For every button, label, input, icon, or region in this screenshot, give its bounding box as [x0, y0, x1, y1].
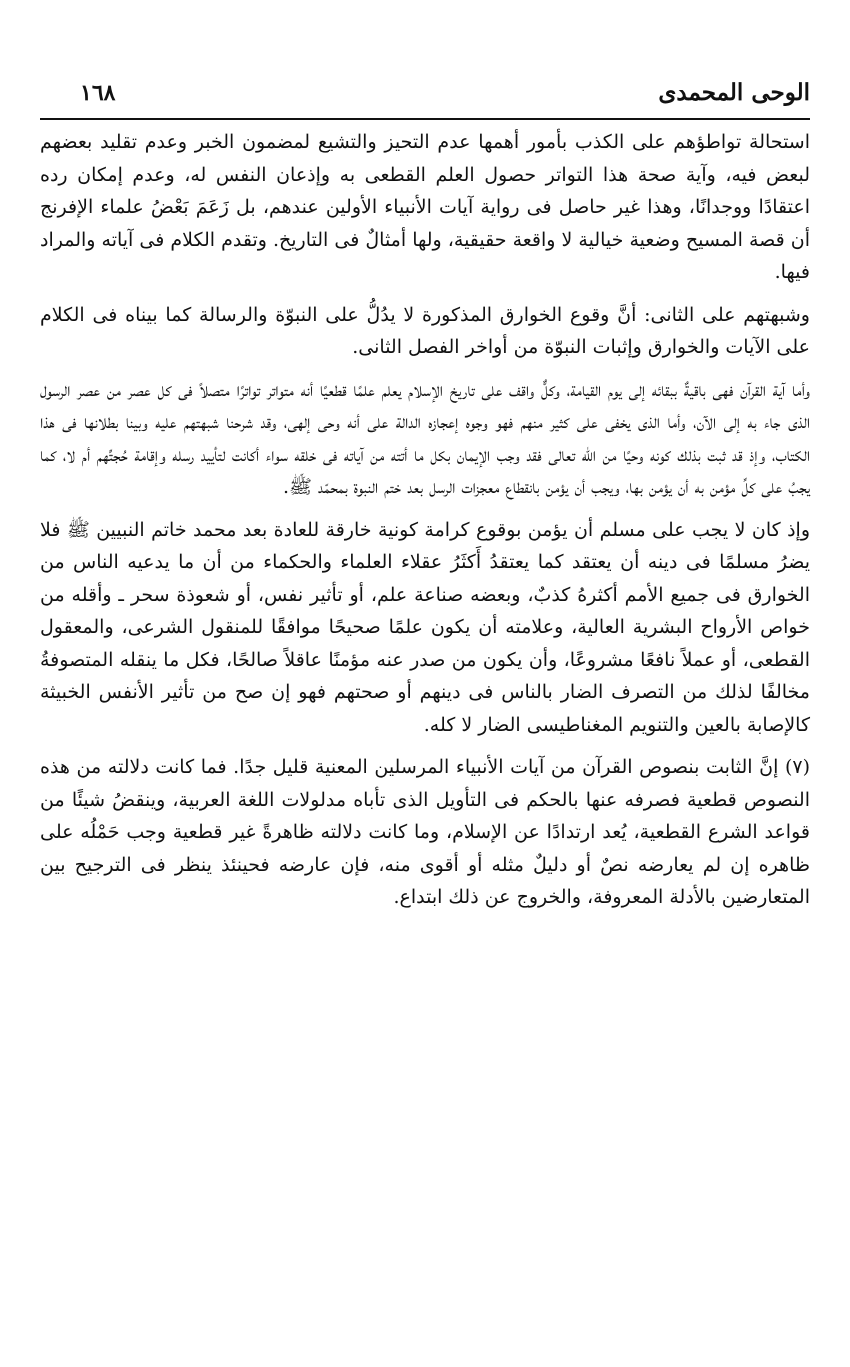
paragraph-3: وأما آية القرآن فهى باقيةٌ ببقائه إلى يوم القيامة، وكلٌّ واقف على تاريخ الإسلام يعلم علمًا قطعيًا أنه متواتر تواترًا متصلاً فى كل عصر من عصر الرسول الذى جاء به إلى الآن، وأما الذى يخفى على كثير منهم فهو وجوه إعجازه الدالة على أنه وحى إلهى، وقد شرحنا شبهتهم عليه وبينا بطلانها فى هذا الكتاب، وإذ قد ثبت بذلك كونه وحيًا من الله تعالى فقد وجب الإيمان بكل ما أتته من آياته فى خلقه سواء أكانت لتأييد رسله وإقامة حُجتِّهم أم لا، كما يجبُ على كلِّ مؤمن به أن يؤمن بها، ويجب أن يؤمن بانقطاع معجزات الرسل بعد ختم النبوة بمحمّد ﷺ. — [40, 378, 810, 498]
paragraph-5: (٧) إنَّ الثابت بنصوص القرآن من آيات الأنبياء المرسلين المعنية قليل جدًا. فما كانت دلالته من هذه النصوص قطعية فصرفه عنها بالحكم فى التأويل الذى تأباه مدلولات اللغة العربية، وينقضُ شيئًا من قواعد الشرع القطعية، يُعد ارتدادًا عن الإسلام، وما كانت دلالته ظاهرةً غير قطعية وجب حَمْلُه على ظاهره إن لم يعارضه نصٌ أو دليلٌ مثله أو أقوى منه، فإن عارضه فحينئذ ينظر فى الترجيح بين المتعارضين بالأدلة المعروفة، والخروج عن ذلك ابتداع. — [40, 756, 810, 908]
running-title: الوحى المحمدى — [658, 79, 810, 106]
paragraph-2: وشبهتهم على الثانى: أنَّ وقوع الخوارق المذكورة لا يدُلُّ على النبوّة والرسالة كما بيناه فى الكلام على الآيات والخوارق وإثبات النبوّة من أواخر الفصل الثانى. — [40, 303, 810, 358]
paragraph-1: استحالة تواطؤهم على الكذب بأمور أهمها عدم التحيز والتشيع لمضمون الخبر وعدم تقليد بعضهم لبعض فيه، وآية صحة هذا التواتر حصول العلم القطعى به وإذعان النفس له، وعدم إمكان رده اعتقادًا ووجدانًا، وهذا غير حاصل فى رواية آيات الأنبياء الأولين عندهم، بل زَعَمَ بَعْضُ علماء الإفرنج أن قصة المسيح وضعية خيالية لا واقعة حقيقية، ولها أمثالٌ فى التاريخ. وتقدم الكلام فى آياته والمراد فيها. — [40, 131, 810, 283]
page-number: ١٦٨ — [80, 80, 116, 106]
page-body — [40, 126, 810, 924]
running-header — [40, 78, 810, 112]
paragraph-4: وإذ كان لا يجب على مسلم أن يؤمن بوقوع كرامة كونية خارقة للعادة بعد محمد خاتم النبيين ﷺ فلا يضرُ مسلمًا فى دينه أن يعتقد كما يعتقدُ أَكثَرُ عقلاء العلماء والحكماء من أن ما يدعيه الناس من الخوارق فى جميع الأمم أكثرهُ كذبٌ، وبعضه صناعة علم، أو تأثير نفس، أو شعوذة سحر ـ وأقله من خواص الأرواح البشرية العالية، وعلامته أن يكون علمًا صحيحًا موافقًا للمنقول الشرعى، والمعقول القطعى، أو عملاً نافعًا مشروعًا، وأن يكون من صدر عنه مؤمنًا عاقلاً صالحًا، فكل ما ينقله المتصوفةُ مخالفًا لذلك من التصرف الضار بالناس فى دينهم أو صحتهم فهو إن صح من تأثير الأنفس الخبيثة كالإصابة بالعين والتنويم المغناطيسى الضار لا كله. — [40, 518, 810, 736]
header-rule — [40, 118, 810, 120]
